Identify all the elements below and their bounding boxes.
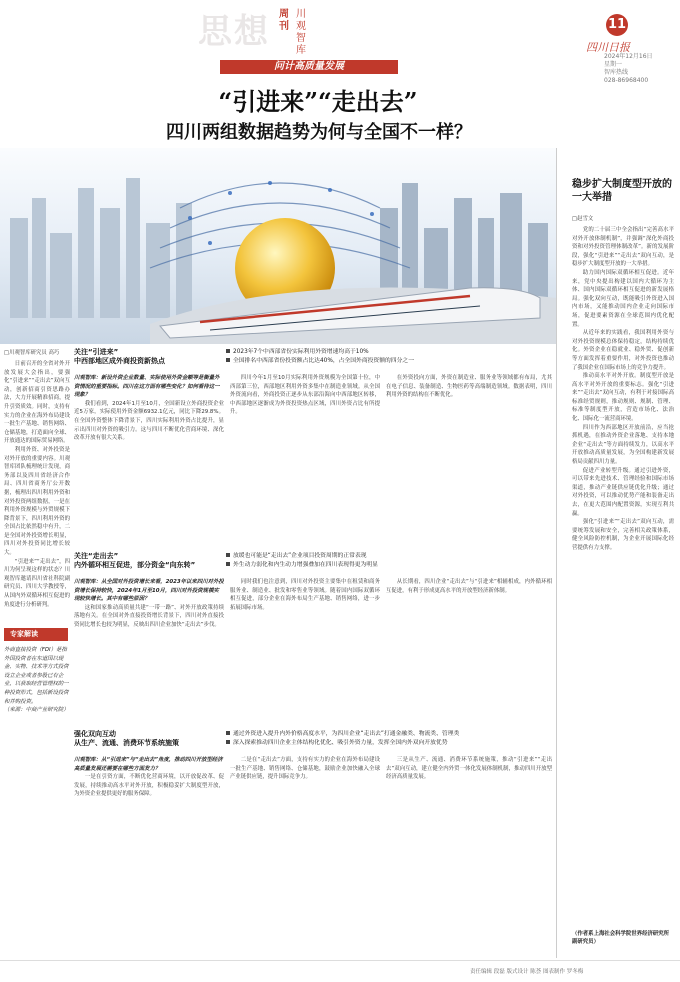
question: 川观智库：新设外资企业数量、实际使用外资金额等是衡量外资情况的重要指标。四川在这方面有哪些变化？如何看待这一现象？ [74,375,220,399]
commentary-paragraph: 促进产业转型升级。通过引进外资，可以带来先进技术、管理经验和国际市场渠道，推动产业链供应链优化升级；通过对外投资，可以推动优势产能和装备走出去，在更大范围内配置资源，实现互利共赢。 [572,467,674,517]
commentary-paragraph: 推动高水平对外开放。制度型开放是高水平对外开放的重要标志。强化“引进来”“走出去”双向互动，有利于对接国际高标准经贸规则，推动规则、规制、管理、标准等制度型开放，营造市场化、法治化、国际化一流营商环境。 [572,373,674,423]
answer: 同时我们也注意到，四川对外投资主要集中在租赁和商务服务业、制造业、批发和零售业等领域。随着国内国际双循环相互促进，部分企业在海外布局生产基地、销售网络，进一步拓展国际市场。 [230,579,380,611]
section-1-title: 中西部地区成外商投资新热点 [74,357,165,365]
intro-paragraph: 利用外资、对外投资是对外开放的重要内容。川观智库团队梳理统计发现，商务部以及四川省经济合作局、四川省商务厅公开数据，梳理出四川利用外资和对外投资两组数据，一是在利用外资规模与外贸规模下降背景下，四川利用外资的全国占比依然稳中有升，二是全国对外投资增长明显，四川对外投资同比增长较大。 [4,446,70,557]
answer: 一是在引资方面，不断优化营商环境，以开放促改革、促发展，持续推动高水平对外开放，积极稳妥扩大制度型开放，为外资企业提供更好的服务保障。 [74,774,224,798]
section-3-bullets [226,730,552,748]
section-3-col-c [386,756,552,956]
page-number: 11 [606,14,628,36]
bullet-item: 2023年7个中西部省份实际利用外资增速均高于10% [226,348,552,357]
intro-paragraph: “引进来”“走出去”，四川为何呈现这样的状态？川观智库邀请四川省社科院副研究员、四川大学教授等，从国内外双循环相互促进的角度进行分析研判。 [4,558,70,608]
answer: 四川今年1月至10月实际利用外资规模为全国第十位，中西部第三位，西部地区利用外资多集中在制造业领域。从全国外资流向看，外商投资正逐步从东部沿海向中西部地区转移，中西部地区逐渐成为外资投资热点区域，四川外资占比有所提升。 [230,375,380,416]
bullet-item: 全国排名中西部省份投资额占比达40%，占全国外商投资额的四分之一 [226,357,552,366]
issue-weekday: 星期一 [604,61,623,68]
column-subtitle-think-tank: 川观智库 [296,9,306,56]
topic-ribbon: 问计高质量发展 [220,60,398,74]
column-subtitle-weekly: 周刊 [279,9,289,32]
commentary-byline: □赵雪文 [572,216,594,222]
issue-date: 2024年12月16日 [604,53,653,60]
section-3-col-b [230,756,380,956]
column-divider [556,148,557,958]
hotline-phone: 028-86968400 [604,77,649,84]
section-3-kicker: 强化双向互动 [74,730,116,738]
section-1-bullets [226,348,552,366]
bullet-item: 放缓也可能是“走出去”企业项目投资周期的正常表现 [226,552,552,561]
city-skyline-illustration [0,148,556,344]
commentary-title: 稳步扩大制度型开放的一大举措 [572,179,672,203]
left-intro [4,360,70,622]
paper-name: 四川日报 [586,41,630,54]
hotline-label: 智库热线 [604,69,629,76]
bullet-item: 深入探索推动四川企业主体结构化优化、吸引外资力量，发挥全国内外双向开放优势 [226,739,552,748]
glossary-source: （来源：中商产业研究院） [4,707,69,714]
commentary-body [572,226,674,926]
commentary-paragraph: 党的二十届三中全会指出“完善高水平对外开放体制机制”，并强调“深化外商投资和对外投资管理体制改革”。新的发展阶段，强化“引进来”“走出去”双向互动，是稳步扩大制度型开放的一大举措。 [572,227,674,268]
glossary-box [4,646,70,740]
answer: 从长期看，四川企业“走出去”与“引进来”相辅相成，内外循环相互促进，有利于形成更高水平的开放型经济新体制。 [386,579,552,594]
commentary-paragraph: 助力国内国际双循环相互促进。近年来，党中央提出构建以国内大循环为主体、国内国际双循环相互促进的新发展格局。强化双向互动，既能吸引外资进入国内市场，又能推动国内企业走向国际市场，促进要素资源在全球范围内优化配置。 [572,269,674,328]
glossary-text: 外商直接投资（FDI）是指外国投资者在东道国以现金、实物、技术等方式投资设立企业或者参股已有企业，以获取经营管理权的一种投资形式，包括新设投资和并购投资。 [4,647,69,705]
commentary-paragraph: 四川作为西部地区开放前沿，应当抢抓机遇，在推动外资企业落地、支持本地企业“走出去”等方面持续发力，以高水平开放推动高质量发展，为全国构建新发展格局贡献四川力量。 [572,424,674,466]
section-2-col-b [230,578,380,726]
section-2-title: 内外循环相互促进，部分资金“向东转” [74,561,196,569]
section-2-col-a [74,578,224,726]
section-2-heading [74,552,224,570]
question: 川观智库：从“引进来”与“走出去”角度，推动四川开放型经济高质量发展还需要在哪些方面发力？ [74,757,223,772]
bullet-item: 通过外资进入提升内外价格高度水平，为四川企业“走出去”打通金融类、物流类、管理类 [226,730,552,739]
section-2-kicker: 关注“走出去” [74,552,119,560]
bullet-icon [226,358,230,362]
bullet-icon [226,731,230,735]
subheadline: 四川两组数据趋势为何与全国不一样？ [166,122,472,143]
section-tag: 专家解读 [4,628,68,641]
section-3-heading [74,730,224,748]
hero-illustration [0,148,556,344]
section-1-kicker: 关注“引进来” [74,348,119,356]
bullet-icon [226,740,230,744]
answer: 二是在“走出去”方面，支持有实力的企业在海外布局建设一批生产基地、销售网络、仓储基地，鼓励企业加快融入全球产业链供应链，提升国际竞争力。 [230,757,380,781]
footer-editors: 责任编辑 段磊 版式设计 陈荟 图表制作 罗冬梅 [470,969,584,975]
question: 川观智库：从全国对外投资增长来看，2023年以来四川对外投资增长保持较快，2024年1月至10月，四川对外投资规模实现较快增长。其中有哪些原因？ [74,579,224,603]
section-1-col-a [74,374,224,548]
answer: 三是从生产、流通、消费环节系统施策，推动“引进来”“走出去”双向互动，建立健全内外贸一体化发展体制机制，推动四川开放型经济高质量发展。 [386,757,552,781]
section-1-col-c [386,374,552,548]
section-3-col-a [74,756,224,956]
masthead-meta [604,53,674,85]
answer: 我们看到，2024年1月至10月，全国新设立外商投资企业近5万家，实际使用外资金额6932.1亿元，同比下降29.8%。在全国外资整体下降背景下，四川实际利用外资占比提升，显示出四川对外资的吸引力。这与四川不断优化营商环境、深化改革开放有很大关系。 [74,400,224,442]
bullet-icon [226,562,230,566]
commentary-paragraph: 强化“引进来”“走出去”双向互动，需要统筹发展和安全，完善相关政策体系，健全风险防控机制，为企业开展国际化经营提供有力支撑。 [572,519,674,551]
section-2-col-c [386,578,552,726]
author-note: （作者系上海社会科学院世界经济研究所副研究员） [572,931,670,945]
left-byline: □川观智库研究员 高巧 [4,350,60,356]
headline: “引进来”“走出去” [218,87,418,116]
section-1-heading [74,348,224,366]
column-title: 思想 [198,12,270,52]
commentary-paragraph: 从近年来的实践看，我国利用外资与对外投资规模总体保持稳定，结构持续优化。外资企业在稳就业、稳外贸、促创新等方面发挥着重要作用，对外投资也推动了我国企业在国际市场上的竞争力提升。 [572,330,674,371]
answer: 这和国家推动高质量共建“一带一路”、对外开放政策持续落地有关。在全国对外直接投资增长背景下，四川对外直接投资同比增长也较为明显，反映出四川企业加快“走出去”步伐。 [74,604,224,628]
section-1-col-b [230,374,380,548]
answer: 在外资投向方面，外资在制造业、服务业等领域都有布局，尤其在电子信息、装备制造、生物医药等高端制造领域。数据表明，四川利用外资的结构在不断优化。 [386,375,552,399]
bullet-icon [226,349,230,353]
bullet-icon [226,553,230,557]
section-3-title: 从生产、流通、消费环节系统施策 [74,739,179,747]
section-2-bullets [226,552,552,570]
bullet-item: 外生动力弱化和内生动力增强叠加在四川表现得更为明显 [226,561,552,570]
intro-paragraph: 日前召开的全省对外开放发展大会指出，要强化“引进来”“走出去”双向互动，创新招商引资思路办法，大力开展精准招商，提升引资质效。同时，支持有实力的企业在海外布局建设一批生产基地、销售网络、仓储基地，打造面向全球、开放通达的国际贸易网络。 [4,361,70,445]
